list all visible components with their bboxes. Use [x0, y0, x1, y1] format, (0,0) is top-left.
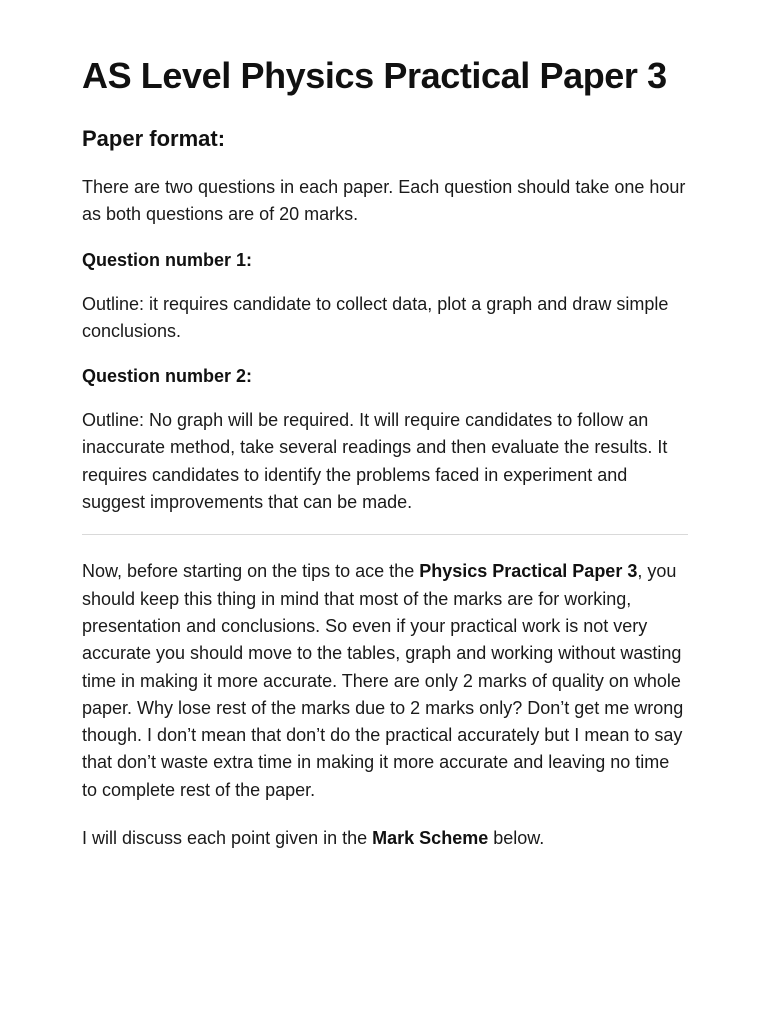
body-paragraph: [82, 558, 688, 804]
closing-paragraph: [82, 825, 688, 852]
section-divider: [82, 534, 688, 535]
question-2-heading: Question number 2:: [82, 366, 253, 387]
intro-paragraph: There are two questions in each paper. Each question should take one hour as both questions are of 20 marks.: [82, 177, 686, 225]
question-2-outline: Outline: No graph will be required. It will require candidates to follow an inaccurate method, take several readings and then evaluate the results. It requires candidates to identify the problems faced in experiment and suggest improvements that can be made.: [82, 410, 668, 513]
body-text-part-2: , you should keep this thing in mind that most of the marks are for working, presentation and conclusions. So even if your practical work is not very accurate you should move to the tables, graph and working without wasting time in making it more accurate. There are only 2 marks of quality on whole paper. Why lose rest of the marks due to 2 marks only? Don’t get me wrong though. I don’t mean that don’t do the practical accurately but I mean to say that don’t waste extra time in making it more accurate and leaving no time to complete rest of the paper.: [82, 561, 684, 800]
closing-text-part-2: below.: [488, 828, 545, 849]
closing-bold-mark-scheme: Mark Scheme: [372, 828, 489, 849]
page-title: AS Level Physics Practical Paper 3: [82, 55, 667, 96]
question-1-heading: Question number 1:: [82, 249, 253, 270]
question-1-outline: Outline: it requires candidate to collect data, plot a graph and draw simple conclusions.: [82, 293, 669, 341]
document-page: [82, 54, 688, 852]
closing-text-part-1: I will discuss each point given in the: [82, 828, 373, 849]
body-bold-physics-practical-paper-3: Physics Practical Paper 3: [419, 561, 638, 582]
section-heading-paper-format: Paper format:: [82, 126, 226, 151]
body-text-part-1: Now, before starting on the tips to ace the: [82, 561, 420, 582]
